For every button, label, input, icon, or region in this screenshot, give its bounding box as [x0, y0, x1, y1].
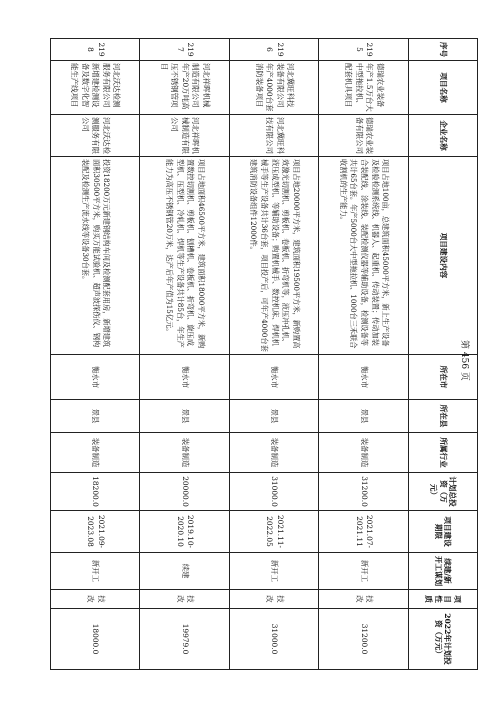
header-period: 项目建设期限 — [409, 511, 478, 553]
cell-content: 项目占地面积46500平方米，建筑面积18000平方米，新购置数控切割机、剪板机、刨槽机、卷板机、折弯机、旋压成型机、压型机、冷轧机、焊机等生产设备共计85台，年生产能力为高压不锈钢管20万米，达产后年产值为15亿元。 — [140, 157, 230, 355]
cell-period: 2021.11-2022.05 — [230, 511, 320, 553]
cell-start: 新开工 — [51, 553, 141, 590]
header-content: 项目建设内容 — [409, 157, 478, 355]
cell-period: 2021.09-2023.08 — [51, 511, 141, 553]
cell-start: 新开工 — [319, 553, 409, 590]
header-annual-investment: 2022年计划投资（万元） — [409, 609, 478, 670]
table-row — [230, 39, 320, 670]
cell-seq: 2195 — [319, 39, 409, 61]
cell-company: 河北冀旺科技有限公司 — [230, 115, 320, 157]
header-start: 续建/新开工谋划 — [409, 553, 478, 590]
cell-total-investment: 31200.0 — [319, 473, 409, 511]
cell-city: 衡水市 — [51, 355, 141, 400]
cell-total-investment: 31000.0 — [230, 473, 320, 511]
cell-annual-investment: 31200.0 — [319, 609, 409, 670]
cell-content: 项目占地20000平方米，建筑面积19500平方米，新购置高效激光切割机、剪板机、卷板机、折弯机等，液压冲孔机、液压成型机、等辅助设备；购置机械手、数控机床、焊机机械手等生产设备共计36台套，项目投产后，可年产4000台套建筑消防设备组件12000件。 — [230, 157, 320, 355]
page-number: 第 456 页 — [459, 340, 469, 381]
cell-annual-investment: 31000.0 — [230, 609, 320, 670]
cell-county: 景县 — [140, 400, 230, 433]
cell-county: 景县 — [230, 400, 320, 433]
cell-seq: 2197 — [140, 39, 230, 61]
table-row — [140, 39, 230, 670]
header-industry: 所属行业 — [409, 433, 478, 473]
cell-city: 衡水市 — [140, 355, 230, 400]
cell-project-name: 河北祥晖机械制造有限公司年产20万吨高压不锈钢管项目 — [140, 61, 230, 115]
table-row — [319, 39, 409, 670]
cell-industry: 装备制造 — [319, 433, 409, 473]
cell-annual-investment: 19979.0 — [140, 609, 230, 670]
header-total-investment: 计划总投资（万元） — [409, 473, 478, 511]
cell-period: 2019.10-2020.10 — [140, 511, 230, 553]
cell-period: 2021.07-2021.11 — [319, 511, 409, 553]
header-company: 企业名称 — [409, 115, 478, 157]
cell-nature: 技改 — [319, 590, 409, 609]
cell-industry: 装备制造 — [51, 433, 141, 473]
header-nature: 项目性质 — [409, 590, 478, 609]
header-project-name: 项目名称 — [409, 61, 478, 115]
header-seq: 序号 — [409, 39, 478, 61]
cell-seq: 2198 — [51, 39, 141, 61]
cell-nature: 技改 — [51, 590, 141, 609]
cell-start: 续建 — [140, 553, 230, 590]
cell-industry: 装备制造 — [140, 433, 230, 473]
header-city: 所在市 — [409, 355, 478, 400]
cell-company: 德瑞农业装备有限公司 — [319, 115, 409, 157]
cell-total-investment: 18200.0 — [51, 473, 141, 511]
cell-company: 河北祥晖机械制造有限公司 — [140, 115, 230, 157]
cell-company: 河北沃达检测服务有限公司 — [51, 115, 141, 157]
cell-total-investment: 20000.0 — [140, 473, 230, 511]
cell-nature: 技改 — [140, 590, 230, 609]
cell-content: 投资18200万元新建钢结构车间及检测配套用房，新增建筑面积30500平方米，购买万能试验机、超声波探伤仪、钢构装配及检测生产流水线等设备30台套。 — [51, 157, 141, 355]
cell-city: 衡水市 — [230, 355, 320, 400]
cell-nature: 技改 — [230, 590, 320, 609]
cell-project-name: 河北冀旺科技装备有限公司年产4000台套消防装备项目 — [230, 61, 320, 115]
table-row — [51, 39, 141, 670]
project-table — [50, 38, 478, 670]
cell-annual-investment: 18000.0 — [51, 609, 141, 670]
cell-project-name: 河北沃达检测服务有限公司新增建检测设备及数字化智能生产线项目 — [51, 61, 141, 115]
rotated-page — [51, 38, 478, 669]
cell-county: 景县 — [51, 400, 141, 433]
header-county: 所在县 — [409, 400, 478, 433]
cell-content: 项目占地100亩，总建筑面积45000平方米，新上生产设备及检验检测系统线、机器人、起重机、传动装置；传动加装合装配线、涂装线、装配检测仪器等辅助设备，检测设备等共计65台套。年产5000台大中型拖拉机、1000台三禾联合收割机的生产能力。 — [319, 157, 409, 355]
cell-start: 新开工 — [230, 553, 320, 590]
cell-county: 景县 — [319, 400, 409, 433]
cell-city: 衡水市 — [319, 355, 409, 400]
cell-industry: 装备制造 — [230, 433, 320, 473]
cell-seq: 2196 — [230, 39, 320, 61]
cell-project-name: 德瑞农业装备年产1.5万台大中型拖拉机、配套机具项目 — [319, 61, 409, 115]
